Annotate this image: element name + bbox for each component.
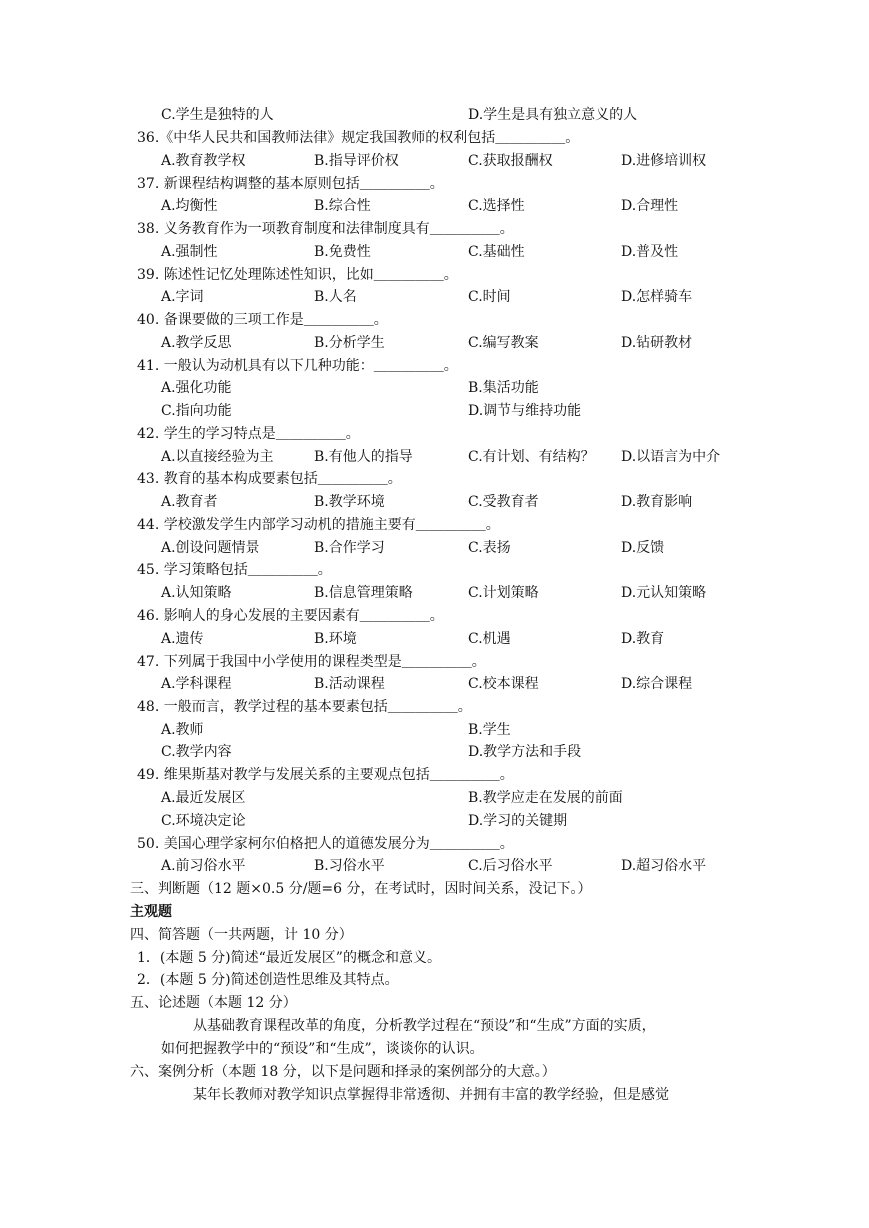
option: C.机遇	[468, 631, 511, 647]
option: C.受教育者	[468, 494, 539, 510]
option: A.强化功能	[161, 380, 232, 396]
option: B.学生	[468, 722, 511, 738]
option: A.教师	[161, 722, 204, 738]
option: C.环境决定论	[161, 813, 246, 829]
question-stem: 42. 学生的学习特点是＿＿＿＿＿。	[137, 426, 360, 442]
option: B.有他人的指导	[314, 449, 413, 465]
option: D.超习俗水平	[621, 858, 707, 874]
option: B.习俗水平	[314, 858, 385, 874]
question-stem: 39. 陈述性记忆处理陈述性知识，比如＿＿＿＿＿。	[137, 267, 458, 283]
question-options	[161, 286, 781, 308]
option: A.强制性	[161, 244, 218, 260]
option: D.反馈	[621, 540, 665, 556]
option: A.最近发展区	[161, 790, 246, 806]
section-6-heading: 六、案例分析（本题 18 分，以下是问题和择录的案例部分的大意。）	[130, 1064, 556, 1080]
section-4-item: 2．(本题 5 分)简述创造性思维及其特点。	[137, 972, 399, 988]
question-stem: 50. 美国心理学家柯尔伯格把人的道德发展分为＿＿＿＿＿。	[137, 836, 514, 852]
option: B.综合性	[314, 198, 371, 214]
option: D.学生是具有独立意义的人	[468, 107, 638, 123]
question-options	[161, 537, 781, 559]
question-options	[161, 582, 781, 604]
section-6-paragraph: 某年长教师对教学知识点掌握得非常透彻、并拥有丰富的教学经验，但是感觉	[193, 1087, 669, 1103]
question-stem: 41. 一般认为动机具有以下几种功能：＿＿＿＿＿。	[137, 358, 458, 374]
question-options	[161, 377, 781, 399]
option: B.分析学生	[314, 335, 385, 351]
option: C.选择性	[468, 198, 525, 214]
subjective-title: 主观题	[130, 904, 172, 920]
option: A.教育者	[161, 494, 218, 510]
question-options	[161, 332, 781, 354]
option: D.教育	[621, 631, 665, 647]
question-stem: 44. 学校激发学生内部学习动机的措施主要有＿＿＿＿＿。	[137, 517, 500, 533]
question-options	[161, 855, 781, 877]
section-5-heading: 五、论述题（本题 12 分）	[130, 995, 297, 1011]
question-options	[161, 628, 781, 650]
option: D.进修培训权	[621, 153, 707, 169]
option: B.教学环境	[314, 494, 385, 510]
option: B.环境	[314, 631, 357, 647]
option: C.计划策略	[468, 585, 539, 601]
option: C.表扬	[468, 540, 511, 556]
question-options	[161, 491, 781, 513]
option: B.指导评价权	[314, 153, 399, 169]
option: D.钻研教材	[621, 335, 693, 351]
option: A.认知策略	[161, 585, 232, 601]
option: D.综合课程	[621, 676, 693, 692]
section-3-heading: 三、判断题（12 题×0.5 分/题=6 分，在考试时，因时间关系，没记下。）	[130, 881, 592, 897]
question-stem: 36.《中华人民共和国教师法律》规定我国教师的权利包括＿＿＿＿＿。	[137, 130, 580, 146]
option: B.教学应走在发展的前面	[468, 790, 623, 806]
option: D.普及性	[621, 244, 679, 260]
option: D.教育影响	[621, 494, 693, 510]
question-stem: 49. 维果斯基对教学与发展关系的主要观点包括＿＿＿＿＿。	[137, 767, 514, 783]
option: B.集活功能	[468, 380, 539, 396]
option: B.合作学习	[314, 540, 385, 556]
option: C.校本课程	[468, 676, 539, 692]
option: A.遗传	[161, 631, 204, 647]
option: C.时间	[468, 289, 511, 305]
option: A.教育教学权	[161, 153, 246, 169]
option: B.免费性	[314, 244, 371, 260]
question-options	[161, 195, 781, 217]
option: B.人名	[314, 289, 357, 305]
option: A.以直接经验为主	[161, 449, 274, 465]
question-options	[161, 719, 781, 741]
question-options	[161, 810, 781, 832]
question-stem: 37. 新课程结构调整的基本原则包括＿＿＿＿＿。	[137, 176, 444, 192]
option: A.学科课程	[161, 676, 232, 692]
option: D.怎样骑车	[621, 289, 693, 305]
option: A.创设问题情景	[161, 540, 260, 556]
option: A.教学反思	[161, 335, 232, 351]
option: B.活动课程	[314, 676, 385, 692]
option: A.均衡性	[161, 198, 218, 214]
question-options	[161, 673, 781, 695]
question-stem: 43. 教育的基本构成要素包括＿＿＿＿＿。	[137, 471, 402, 487]
option: C.后习俗水平	[468, 858, 553, 874]
option: D.学习的关键期	[468, 813, 568, 829]
section-4-item: 1．(本题 5 分)简述“最近发展区”的概念和意义。	[137, 950, 441, 966]
option: D.调节与维持功能	[468, 403, 582, 419]
question-stem: 47. 下列属于我国中小学使用的课程类型是＿＿＿＿＿。	[137, 654, 486, 670]
option: B.信息管理策略	[314, 585, 413, 601]
question-options	[161, 787, 781, 809]
section-4-heading: 四、简答题（一共两题，计 10 分）	[130, 927, 353, 943]
option: D.元认知策略	[621, 585, 707, 601]
option: C.基础性	[468, 244, 525, 260]
option: C.编写教案	[468, 335, 539, 351]
question-options	[161, 400, 781, 422]
section-5-paragraph: 如何把握教学中的“预设”和“生成”，谈谈你的认识。	[161, 1041, 484, 1057]
option: C.获取报酬权	[468, 153, 553, 169]
option: C.教学内容	[161, 744, 232, 760]
question-stem: 45. 学习策略包括＿＿＿＿＿。	[137, 562, 332, 578]
question-options	[161, 741, 781, 763]
question-options	[161, 150, 781, 172]
option: C.指向功能	[161, 403, 232, 419]
question-stem: 46. 影响人的身心发展的主要因素有＿＿＿＿＿。	[137, 608, 444, 624]
option: D.以语言为中介	[621, 449, 721, 465]
question-35-options-cont	[161, 104, 781, 126]
question-stem: 48. 一般而言，教学过程的基本要素包括＿＿＿＿＿。	[137, 699, 472, 715]
option: C.学生是独特的人	[161, 107, 274, 123]
question-stem: 38. 义务教育作为一项教育制度和法律制度具有＿＿＿＿＿。	[137, 221, 514, 237]
option: C.有计划、有结构？	[468, 449, 595, 465]
question-options	[161, 241, 781, 263]
option: D.教学方法和手段	[468, 744, 582, 760]
option: A.前习俗水平	[161, 858, 246, 874]
option: D.合理性	[621, 198, 679, 214]
question-stem: 40. 备课要做的三项工作是＿＿＿＿＿。	[137, 312, 388, 328]
question-options	[161, 446, 781, 468]
option: A.字词	[161, 289, 204, 305]
section-5-paragraph: 从基础教育课程改革的角度，分析教学过程在“预设”和“生成”方面的实质，	[193, 1018, 656, 1034]
